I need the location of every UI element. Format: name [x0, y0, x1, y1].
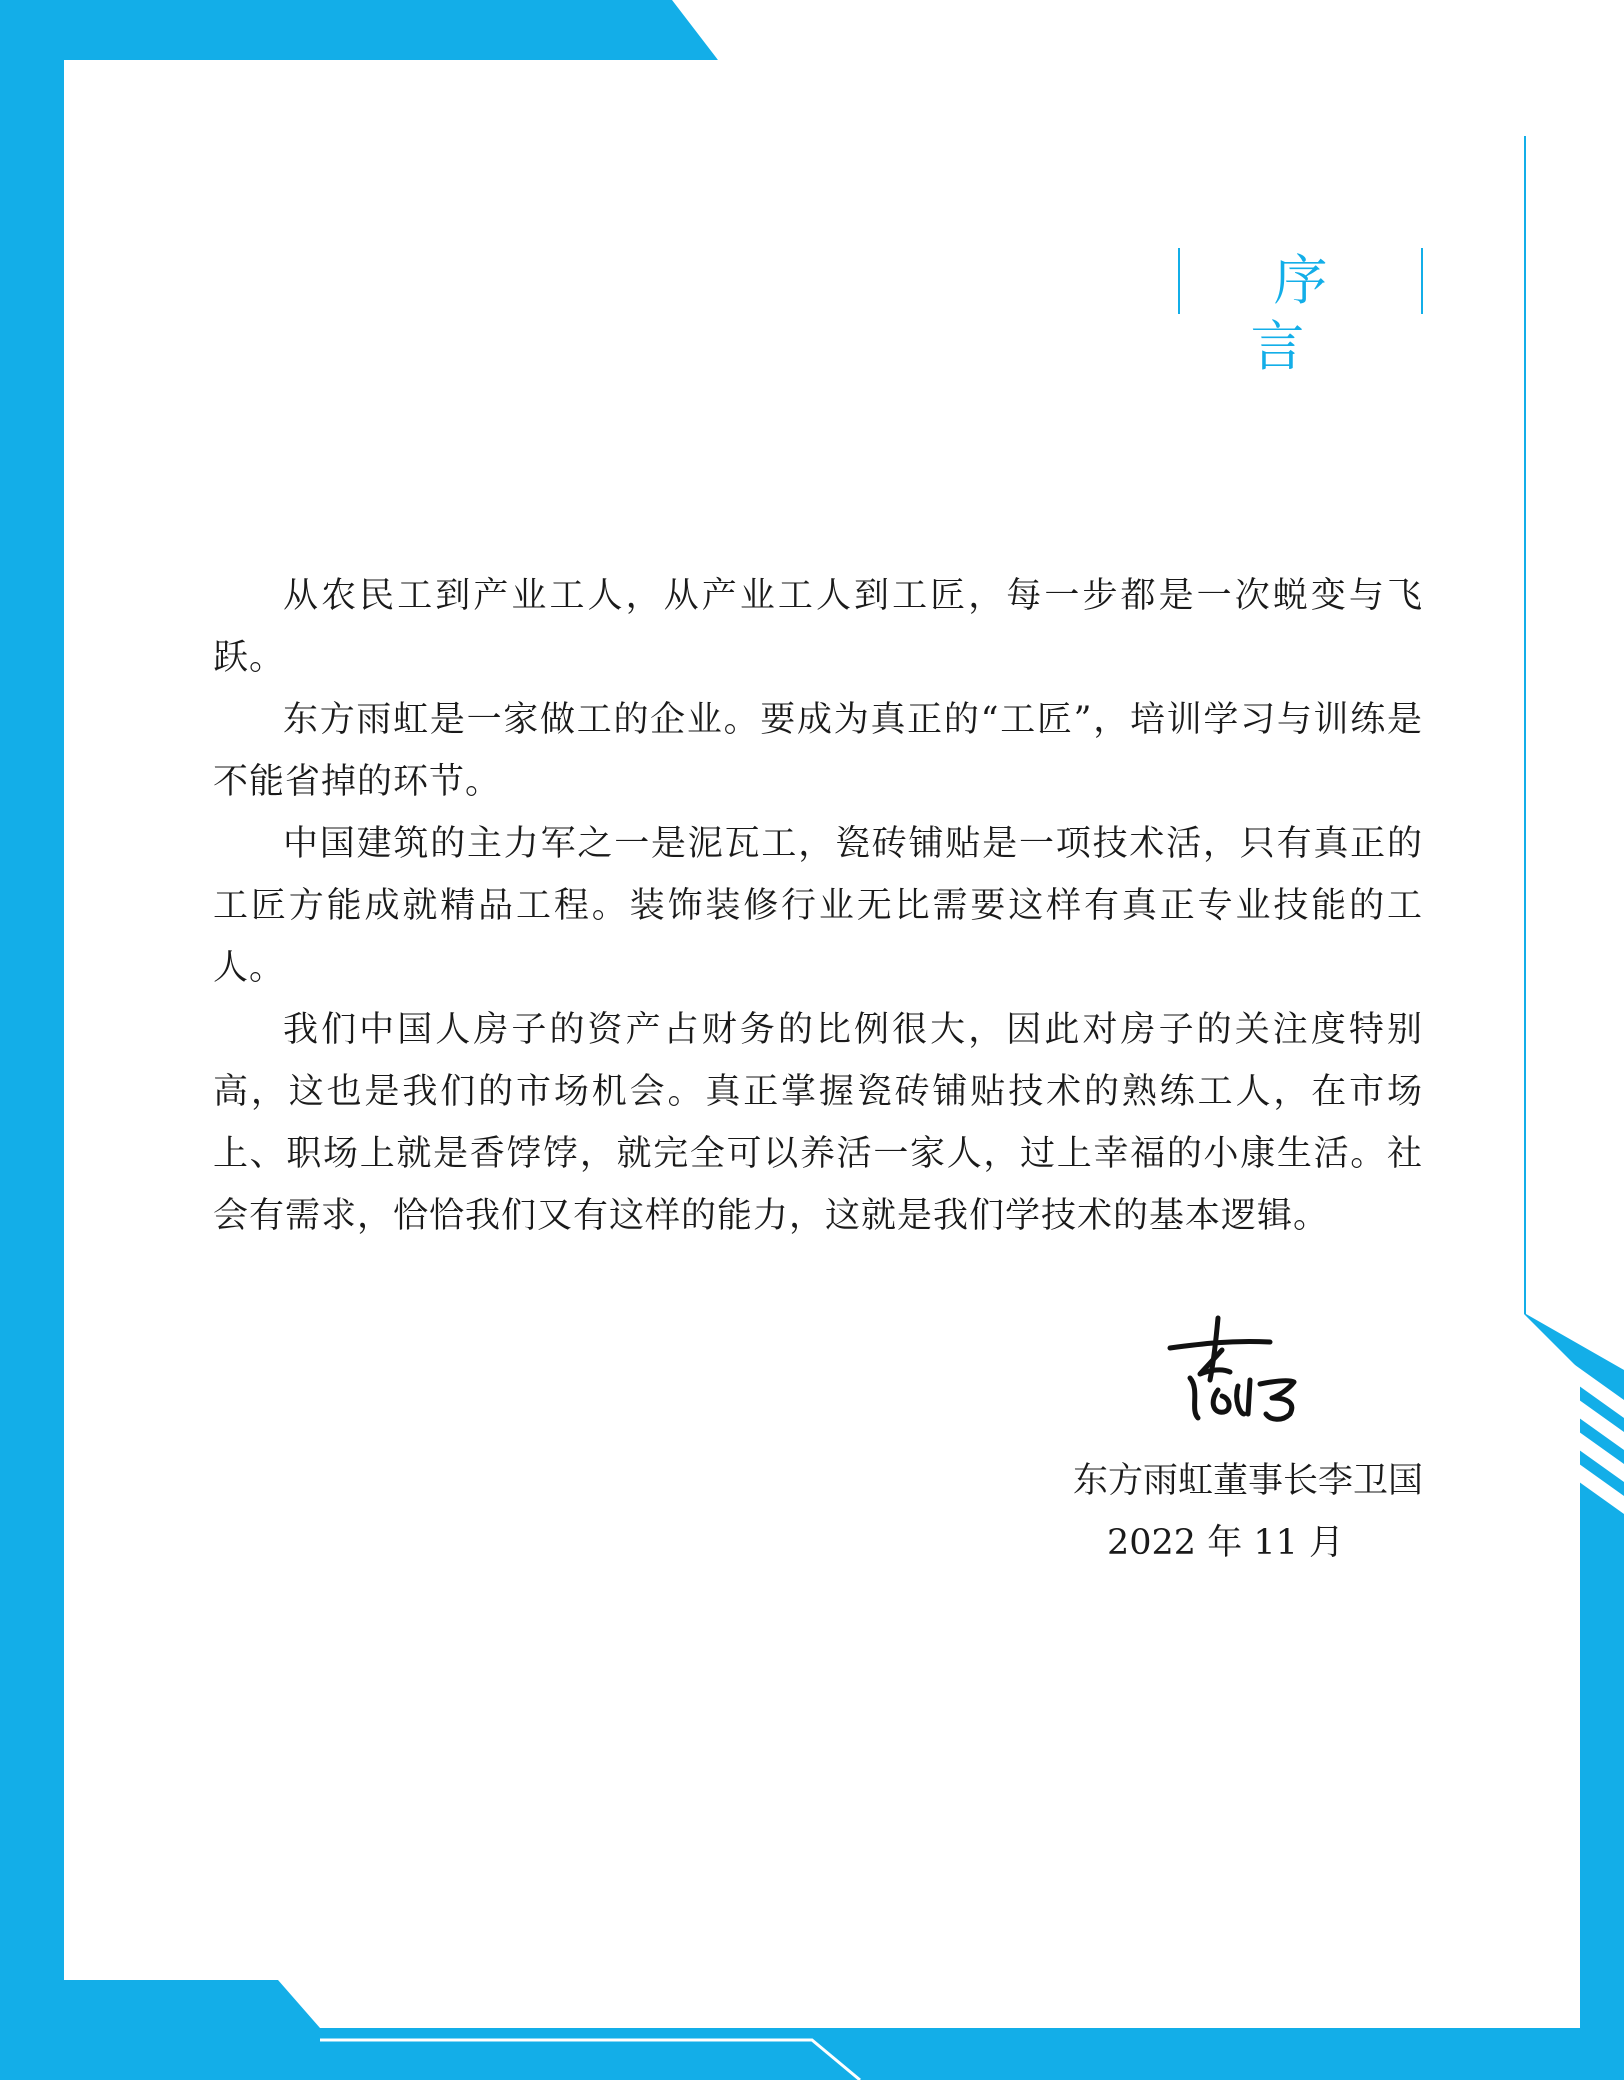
top-stripes [682, 0, 886, 60]
signoff-date: 2022 年 11 月 [1107, 1523, 1344, 1563]
preface-heading [1178, 248, 1423, 378]
paragraph-3: 中国建筑的主力军之一是泥瓦工，瓷砖铺贴是一项技术活，只有真正的工匠方能成就精品工程。装饰装修行业无比需要这样有真正专业技能的工人。 [213, 824, 1423, 988]
paragraph-1: 从农民工到产业工人，从产业工人到工匠，每一步都是一次蜕变与飞跃。 [213, 576, 1423, 678]
heading-title: 序言 [1250, 249, 1374, 378]
heading-right-bar [1421, 248, 1423, 314]
signoff-organization: 东方雨虹董事长李卫国 [1072, 1461, 1423, 1501]
signoff-block [1020, 1450, 1423, 1574]
handwritten-signature [1160, 1310, 1320, 1430]
paragraph-2: 东方雨虹是一家做工的企业。要成为真正的“工匠”，培训学习与训练是不能省掉的环节。 [213, 700, 1423, 802]
paragraph-4: 我们中国人房子的资产占财务的比例很大，因此对房子的关注度特别高，这也是我们的市场机会。真正掌握瓷砖铺贴技术的熟练工人，在市场上、职场上就是香饽饽，就完全可以养活一家人，过上幸福的小康生活。社会有需求，恰恰我们又有这样的能力，这就是我们学技术的基本逻辑。 [213, 1010, 1423, 1236]
preface-body [213, 565, 1423, 1247]
